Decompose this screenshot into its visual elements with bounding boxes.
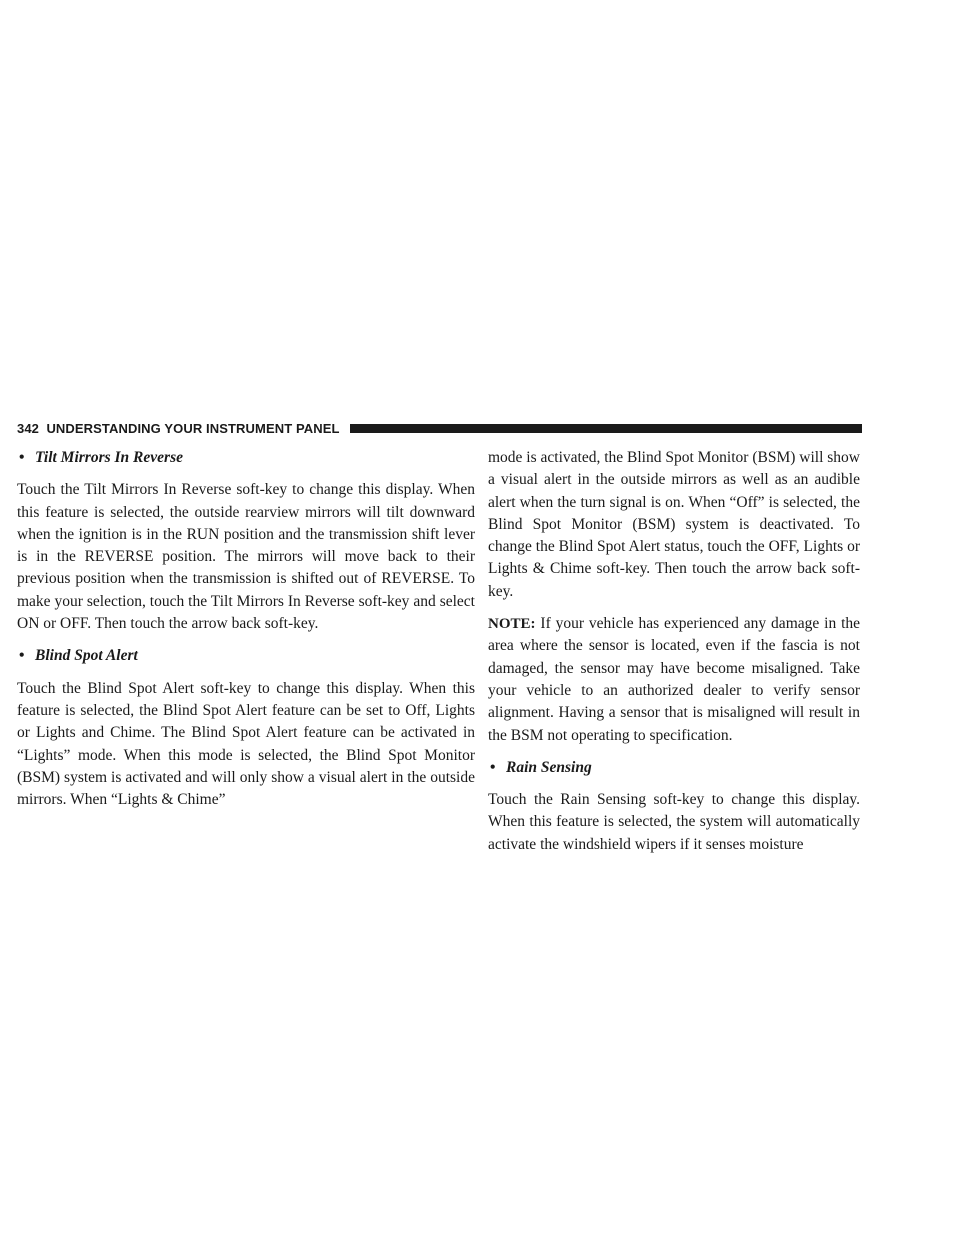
bullet-icon: • <box>19 449 25 466</box>
page-number: 342 <box>17 420 39 436</box>
header-rule <box>350 424 862 433</box>
bullet-heading-rain-sensing <box>488 757 860 779</box>
note-paragraph <box>488 613 860 747</box>
page-header <box>17 418 862 438</box>
bullet-icon: • <box>19 647 25 665</box>
page-header-text <box>17 421 350 436</box>
bullet-heading-text: Blind Spot Alert <box>35 647 138 665</box>
bullet-heading-text: Tilt Mirrors In Reverse <box>35 449 183 466</box>
paragraph-bsm-continued: mode is activated, the Blind Spot Monitor (BSM) will show a visual alert in the outside mirrors as well as an audible alert when the turn signal is on. When “Off” is selected, the Blind Spot Monitor (BSM) system is deactivated. To change the Blind Spot Alert status, touch the OFF, Lights or Lights & Chime soft-key. Then touch the arrow back soft-key. <box>488 449 860 600</box>
bullet-heading-blind-spot-alert <box>17 645 475 667</box>
left-column <box>17 447 475 821</box>
bullet-heading-text: Rain Sensing <box>506 758 592 776</box>
paragraph-blind-spot-alert: Touch the Blind Spot Alert soft-key to change this display. When this feature is selected, the Blind Spot Alert feature can be set to Off, Lights or Lights and Chime. The Blind Spot Alert feature can be activated in “Lights” mode. When this mode is selected, the Blind Spot Monitor (BSM) system is activated and will only show a visual alert in the outside mirrors. When “Lights & Chime” <box>17 679 475 809</box>
note-text: If your vehicle has experienced any damage in the area where the sensor is located, even if the fascia is not damaged, the sensor may have become misaligned. Take your vehicle to an authorized dealer to verify sensor alignment. Having a sensor that is misaligned will result in the BSM not operating to specification. <box>488 615 861 744</box>
bullet-icon: • <box>490 758 496 776</box>
section-title: UNDERSTANDING YOUR INSTRUMENT PANEL <box>46 420 340 436</box>
bullet-heading-tilt-mirrors <box>17 447 475 469</box>
note-label: NOTE: <box>488 616 536 633</box>
paragraph-rain-sensing: Touch the Rain Sensing soft-key to change this display. When this feature is selected, the system will automatically activate the windshield wipers if it senses moisture <box>488 791 860 853</box>
right-column <box>488 447 860 866</box>
paragraph-tilt-mirrors: Touch the Tilt Mirrors In Reverse soft-key to change this display. When this feature is selected, the outside rearview mirrors will tilt downward when the ignition is in the RUN position and the transmission shift lever is in the REVERSE position. The mirrors will move back to their previous position when the transmission is shifted out of REVERSE. To make your selection, touch the Tilt Mirrors In Reverse soft-key and select ON or OFF. Then touch the arrow back soft-key. <box>17 481 475 633</box>
